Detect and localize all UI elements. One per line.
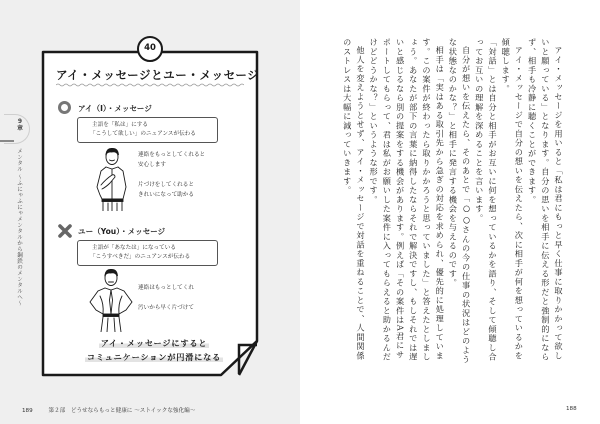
chapter-number-digit: 9 <box>17 118 23 125</box>
cross-bad-icon <box>58 224 72 238</box>
right-page-number: 188 <box>566 406 577 412</box>
i-message-note-line: 「こうして欲しい」のニュアンスが伝わる <box>90 131 196 137</box>
speech-line: 安心します <box>138 161 166 168</box>
i-message-note-line: 主語を「私は」にする <box>92 122 148 128</box>
speech-line: きれいになって助かる <box>138 191 194 198</box>
you-message-speech <box>138 284 194 314</box>
speech-line: 汚いから早く片づけて <box>138 305 194 311</box>
you-message-note-line: 「こうすべきだ」のニュアンスが伝わる <box>90 254 191 260</box>
paragraph: 他人を変えようとせず、アイ・メッセージで対話を重ねることで、人間関係のストレスは大幅に減っていきます。 <box>342 38 366 361</box>
card-title: アイ・メッセージとユー・メッセージ <box>56 68 260 82</box>
paragraph: アイ・メッセージを用いると「私は君にもっと早く仕事に取りかかって欲しいと願っている」となります。自分の思いを相手に伝える形だと強制的にならず、相手も冷静に聴くことができます。 <box>527 38 564 362</box>
left-page-number: 189 <box>22 408 33 414</box>
tip-number-badge: 40 <box>137 36 163 62</box>
i-message-heading: アイ（I）・メッセージ <box>78 104 152 113</box>
left-footer <box>22 406 195 414</box>
chapter-side-title: メンタル ～ふにゃふにゃメンタルから鋼鉄のメンタルへ～ <box>16 148 22 307</box>
chapter-number-label: 章 <box>16 125 23 132</box>
you-message-note-line: 主語が「あなたは」になっている <box>92 245 176 251</box>
paragraph: アイ・メッセージで自分の想いを伝えたら、次に相手が何を想っているかを傾聴します。 <box>501 38 525 361</box>
speech-line: 連絡はもっとしてくれ <box>138 285 194 291</box>
circle-good-icon <box>58 101 71 114</box>
paragraph: 自分が想いを伝えたら、そのあとで「○○さんの今の仕事の状況はどのような状態なのかな？」と相手に発言する機会を与えるのです。 <box>448 38 472 365</box>
conclusion-text: アイ・メッセージにすると <box>100 338 208 348</box>
man-hands-on-hips-illustration <box>86 268 136 332</box>
title-wavy-underline <box>56 83 244 87</box>
running-footer: 第２部 どうせならもっと健康に ～ストイックな強化編～ <box>48 408 196 414</box>
chapter-tab-line <box>0 140 14 142</box>
i-message-speech <box>138 151 205 200</box>
i-message-note <box>77 117 218 143</box>
speech-line: 片づけをしてくれると <box>138 182 194 188</box>
speech-line: 連絡をもっとしてくれると <box>138 152 206 158</box>
body-text <box>341 38 565 368</box>
chapter-number <box>15 118 25 132</box>
man-hand-on-chest-illustration <box>92 147 132 211</box>
paragraph: 相手は「実はある取引先から急ぎの対応を求められ、優先的に処理しています。この案件が終わったら取りかかろうと思っていました」と答えたとしましょう。あなたが部下の言葉に納得したならそれで解決ですし、もしそれでは遅いと感じるなら別の提案をする機会があります。例えば「その案件はA君にサポートしてもらって、君は私がお願いした案件に入ってもらえると助かるんだけどどうかな？」というような形です。 <box>369 38 446 362</box>
conclusion-line-1 <box>84 338 224 349</box>
paragraph: 「対話」とは自分と相手がお互いに何を想っているかを語り、そして傾聴し合ってお互いの理解を深めることを言います。 <box>474 38 498 362</box>
conclusion-text: コミュニケーションが円滑になる <box>86 352 222 362</box>
conclusion-line-2 <box>84 352 224 363</box>
card-frame <box>40 49 260 377</box>
you-message-heading: ユー（You）・メッセージ <box>78 227 166 236</box>
you-message-note <box>77 240 218 266</box>
